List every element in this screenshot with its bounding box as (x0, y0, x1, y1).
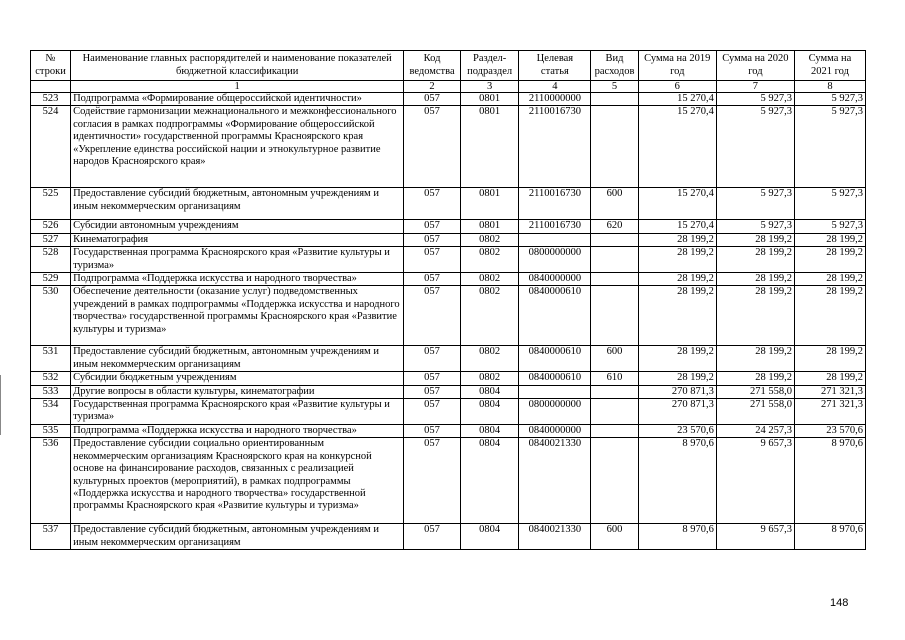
row-target-article: 0840000000 (519, 273, 591, 286)
row-number: 535 (31, 424, 71, 437)
row-expense-type (591, 424, 638, 437)
header-section: Раздел-подраздел (460, 51, 519, 81)
header-expense-type: Вид расходов (591, 51, 638, 81)
row-name: Другие вопросы в области культуры, кинематографии (71, 385, 404, 398)
row-number: 533 (31, 385, 71, 398)
row-sum-2020: 28 199,2 (716, 286, 794, 346)
row-expense-type (591, 247, 638, 273)
table-row (31, 247, 866, 273)
row-target-article: 0800000000 (519, 247, 591, 273)
row-section: 0802 (460, 233, 519, 246)
row-number: 530 (31, 286, 71, 346)
row-name: Кинематография (71, 233, 404, 246)
header-department-code: Код ведомства (404, 51, 461, 81)
row-sum-2021: 8 970,6 (794, 438, 865, 524)
row-name: Содействие гармонизации межнационального и межконфессионального согласия в рамках подпрограммы «Формирование общероссийской идентичности» государственной программы Красноярского края «Укрепление единства российской нации и этнокультурное развитие народов Красноярского края» (71, 106, 404, 188)
row-sum-2021: 28 199,2 (794, 346, 865, 372)
row-number: 532 (31, 372, 71, 385)
column-number-row (31, 81, 866, 93)
row-sum-2021: 28 199,2 (794, 247, 865, 273)
row-sum-2021: 28 199,2 (794, 273, 865, 286)
table-row (31, 399, 866, 425)
row-number: 528 (31, 247, 71, 273)
row-department-code: 057 (404, 233, 461, 246)
row-sum-2019: 28 199,2 (638, 273, 716, 286)
table-row (31, 220, 866, 233)
row-number: 526 (31, 220, 71, 233)
row-target-article: 2110000000 (519, 93, 591, 106)
row-section: 0801 (460, 220, 519, 233)
row-department-code: 057 (404, 399, 461, 425)
row-target-article: 0840000610 (519, 372, 591, 385)
row-sum-2021: 28 199,2 (794, 286, 865, 346)
table-row (31, 286, 866, 346)
row-name: Предоставление субсидий бюджетным, автономным учреждениям и иным некоммерческим организациям (71, 346, 404, 372)
row-section: 0804 (460, 438, 519, 524)
row-target-article (519, 385, 591, 398)
row-sum-2020: 9 657,3 (716, 524, 794, 550)
row-sum-2020: 271 558,0 (716, 399, 794, 425)
row-sum-2020: 24 257,3 (716, 424, 794, 437)
row-section: 0802 (460, 372, 519, 385)
header-target-article: Целевая статья (519, 51, 591, 81)
row-expense-type: 600 (591, 524, 638, 550)
row-target-article: 0840000610 (519, 286, 591, 346)
row-sum-2020: 5 927,3 (716, 93, 794, 106)
row-section: 0804 (460, 385, 519, 398)
row-name: Предоставление субсидий бюджетным, автономным учреждениям и иным некоммерческим организациям (71, 188, 404, 220)
row-sum-2019: 28 199,2 (638, 247, 716, 273)
row-section: 0804 (460, 399, 519, 425)
column-number: 3 (460, 81, 519, 93)
row-number: 524 (31, 106, 71, 188)
header-row-number: № строки (31, 51, 71, 81)
row-sum-2021: 5 927,3 (794, 106, 865, 188)
row-number: 534 (31, 399, 71, 425)
row-target-article: 2110016730 (519, 220, 591, 233)
row-department-code: 057 (404, 188, 461, 220)
row-sum-2021: 28 199,2 (794, 372, 865, 385)
table-row (31, 438, 866, 524)
row-department-code: 057 (404, 346, 461, 372)
row-section: 0802 (460, 247, 519, 273)
header-sum-2019: Сумма на 2019 год (638, 51, 716, 81)
page-edge-mark (0, 375, 1, 435)
row-section: 0804 (460, 424, 519, 437)
row-expense-type: 610 (591, 372, 638, 385)
row-expense-type (591, 93, 638, 106)
column-number: 1 (71, 81, 404, 93)
table-row (31, 93, 866, 106)
row-name: Предоставление субсидий бюджетным, автономным учреждениям и иным некоммерческим организациям (71, 524, 404, 550)
row-target-article (519, 233, 591, 246)
row-number: 537 (31, 524, 71, 550)
row-sum-2021: 28 199,2 (794, 233, 865, 246)
row-department-code: 057 (404, 247, 461, 273)
row-sum-2020: 28 199,2 (716, 247, 794, 273)
row-sum-2021: 271 321,3 (794, 385, 865, 398)
row-sum-2021: 23 570,6 (794, 424, 865, 437)
row-name: Субсидии бюджетным учреждениям (71, 372, 404, 385)
row-department-code: 057 (404, 220, 461, 233)
row-name: Обеспечение деятельности (оказание услуг) подведомственных учреждений в рамках подпрограммы «Поддержка искусства и народного творчества» государственной программы Красноярского края «Развитие культуры и туризма» (71, 286, 404, 346)
row-department-code: 057 (404, 385, 461, 398)
row-number: 525 (31, 188, 71, 220)
row-number: 529 (31, 273, 71, 286)
row-section: 0802 (460, 286, 519, 346)
row-expense-type (591, 438, 638, 524)
table-row (31, 188, 866, 220)
row-expense-type (591, 273, 638, 286)
row-sum-2020: 5 927,3 (716, 188, 794, 220)
row-expense-type (591, 385, 638, 398)
row-name: Подпрограмма «Формирование общероссийской идентичности» (71, 93, 404, 106)
row-department-code: 057 (404, 424, 461, 437)
row-department-code: 057 (404, 106, 461, 188)
row-sum-2021: 5 927,3 (794, 188, 865, 220)
column-number (31, 81, 71, 93)
row-expense-type: 600 (591, 188, 638, 220)
row-sum-2020: 28 199,2 (716, 346, 794, 372)
row-sum-2021: 8 970,6 (794, 524, 865, 550)
header-name: Наименование главных распорядителей и наименование показателей бюджетной классификации (71, 51, 404, 81)
row-sum-2019: 15 270,4 (638, 188, 716, 220)
row-sum-2019: 8 970,6 (638, 524, 716, 550)
row-number: 523 (31, 93, 71, 106)
row-sum-2019: 8 970,6 (638, 438, 716, 524)
table-row (31, 524, 866, 550)
page-number: 148 (830, 597, 849, 609)
row-target-article: 2110016730 (519, 106, 591, 188)
row-expense-type (591, 286, 638, 346)
column-number: 2 (404, 81, 461, 93)
row-number: 527 (31, 233, 71, 246)
row-sum-2019: 28 199,2 (638, 286, 716, 346)
row-target-article: 0840000000 (519, 424, 591, 437)
row-sum-2020: 9 657,3 (716, 438, 794, 524)
row-name: Государственная программа Красноярского края «Развитие культуры и туризма» (71, 247, 404, 273)
row-sum-2020: 271 558,0 (716, 385, 794, 398)
row-section: 0801 (460, 188, 519, 220)
row-department-code: 057 (404, 372, 461, 385)
row-number: 536 (31, 438, 71, 524)
row-section: 0802 (460, 346, 519, 372)
budget-table (30, 50, 866, 550)
column-number: 8 (794, 81, 865, 93)
row-name: Субсидии автономным учреждениям (71, 220, 404, 233)
table-row (31, 424, 866, 437)
column-number: 6 (638, 81, 716, 93)
column-number: 7 (716, 81, 794, 93)
table-row (31, 385, 866, 398)
row-target-article: 0840021330 (519, 438, 591, 524)
table-row (31, 106, 866, 188)
table-row (31, 346, 866, 372)
row-target-article: 0800000000 (519, 399, 591, 425)
row-sum-2020: 28 199,2 (716, 372, 794, 385)
row-department-code: 057 (404, 524, 461, 550)
row-sum-2019: 23 570,6 (638, 424, 716, 437)
row-sum-2019: 270 871,3 (638, 385, 716, 398)
header-sum-2021: Сумма на 2021 год (794, 51, 865, 81)
row-sum-2020: 5 927,3 (716, 106, 794, 188)
row-section: 0801 (460, 93, 519, 106)
column-number: 4 (519, 81, 591, 93)
table-row (31, 372, 866, 385)
row-section: 0802 (460, 273, 519, 286)
row-sum-2021: 271 321,3 (794, 399, 865, 425)
row-sum-2021: 5 927,3 (794, 220, 865, 233)
row-name: Подпрограмма «Поддержка искусства и народного творчества» (71, 424, 404, 437)
row-department-code: 057 (404, 273, 461, 286)
row-number: 531 (31, 346, 71, 372)
row-expense-type: 600 (591, 346, 638, 372)
row-sum-2019: 28 199,2 (638, 346, 716, 372)
row-sum-2019: 15 270,4 (638, 106, 716, 188)
header-sum-2020: Сумма на 2020 год (716, 51, 794, 81)
header-row (31, 51, 866, 81)
row-expense-type (591, 399, 638, 425)
row-department-code: 057 (404, 286, 461, 346)
row-sum-2019: 15 270,4 (638, 93, 716, 106)
row-section: 0801 (460, 106, 519, 188)
row-sum-2019: 28 199,2 (638, 233, 716, 246)
row-sum-2021: 5 927,3 (794, 93, 865, 106)
row-department-code: 057 (404, 93, 461, 106)
row-expense-type: 620 (591, 220, 638, 233)
table-row (31, 273, 866, 286)
row-section: 0804 (460, 524, 519, 550)
row-sum-2019: 15 270,4 (638, 220, 716, 233)
row-target-article: 0840000610 (519, 346, 591, 372)
row-expense-type (591, 233, 638, 246)
row-department-code: 057 (404, 438, 461, 524)
row-name: Предоставление субсидии социально ориентированным некоммерческим организациям Красноярского края на конкурсной основе на финансирование расходов, связанных с реализацией культурных проектов (мероприятий), в рамках подпрограммы «Поддержка искусства и народного творчества» государственной программы Красноярского края «Развитие культуры и туризма» (71, 438, 404, 524)
row-target-article: 0840021330 (519, 524, 591, 550)
row-expense-type (591, 106, 638, 188)
row-sum-2019: 270 871,3 (638, 399, 716, 425)
row-sum-2020: 28 199,2 (716, 233, 794, 246)
row-sum-2020: 5 927,3 (716, 220, 794, 233)
row-sum-2020: 28 199,2 (716, 273, 794, 286)
table-row (31, 233, 866, 246)
row-target-article: 2110016730 (519, 188, 591, 220)
row-name: Государственная программа Красноярского края «Развитие культуры и туризма» (71, 399, 404, 425)
row-sum-2019: 28 199,2 (638, 372, 716, 385)
row-name: Подпрограмма «Поддержка искусства и народного творчества» (71, 273, 404, 286)
column-number: 5 (591, 81, 638, 93)
